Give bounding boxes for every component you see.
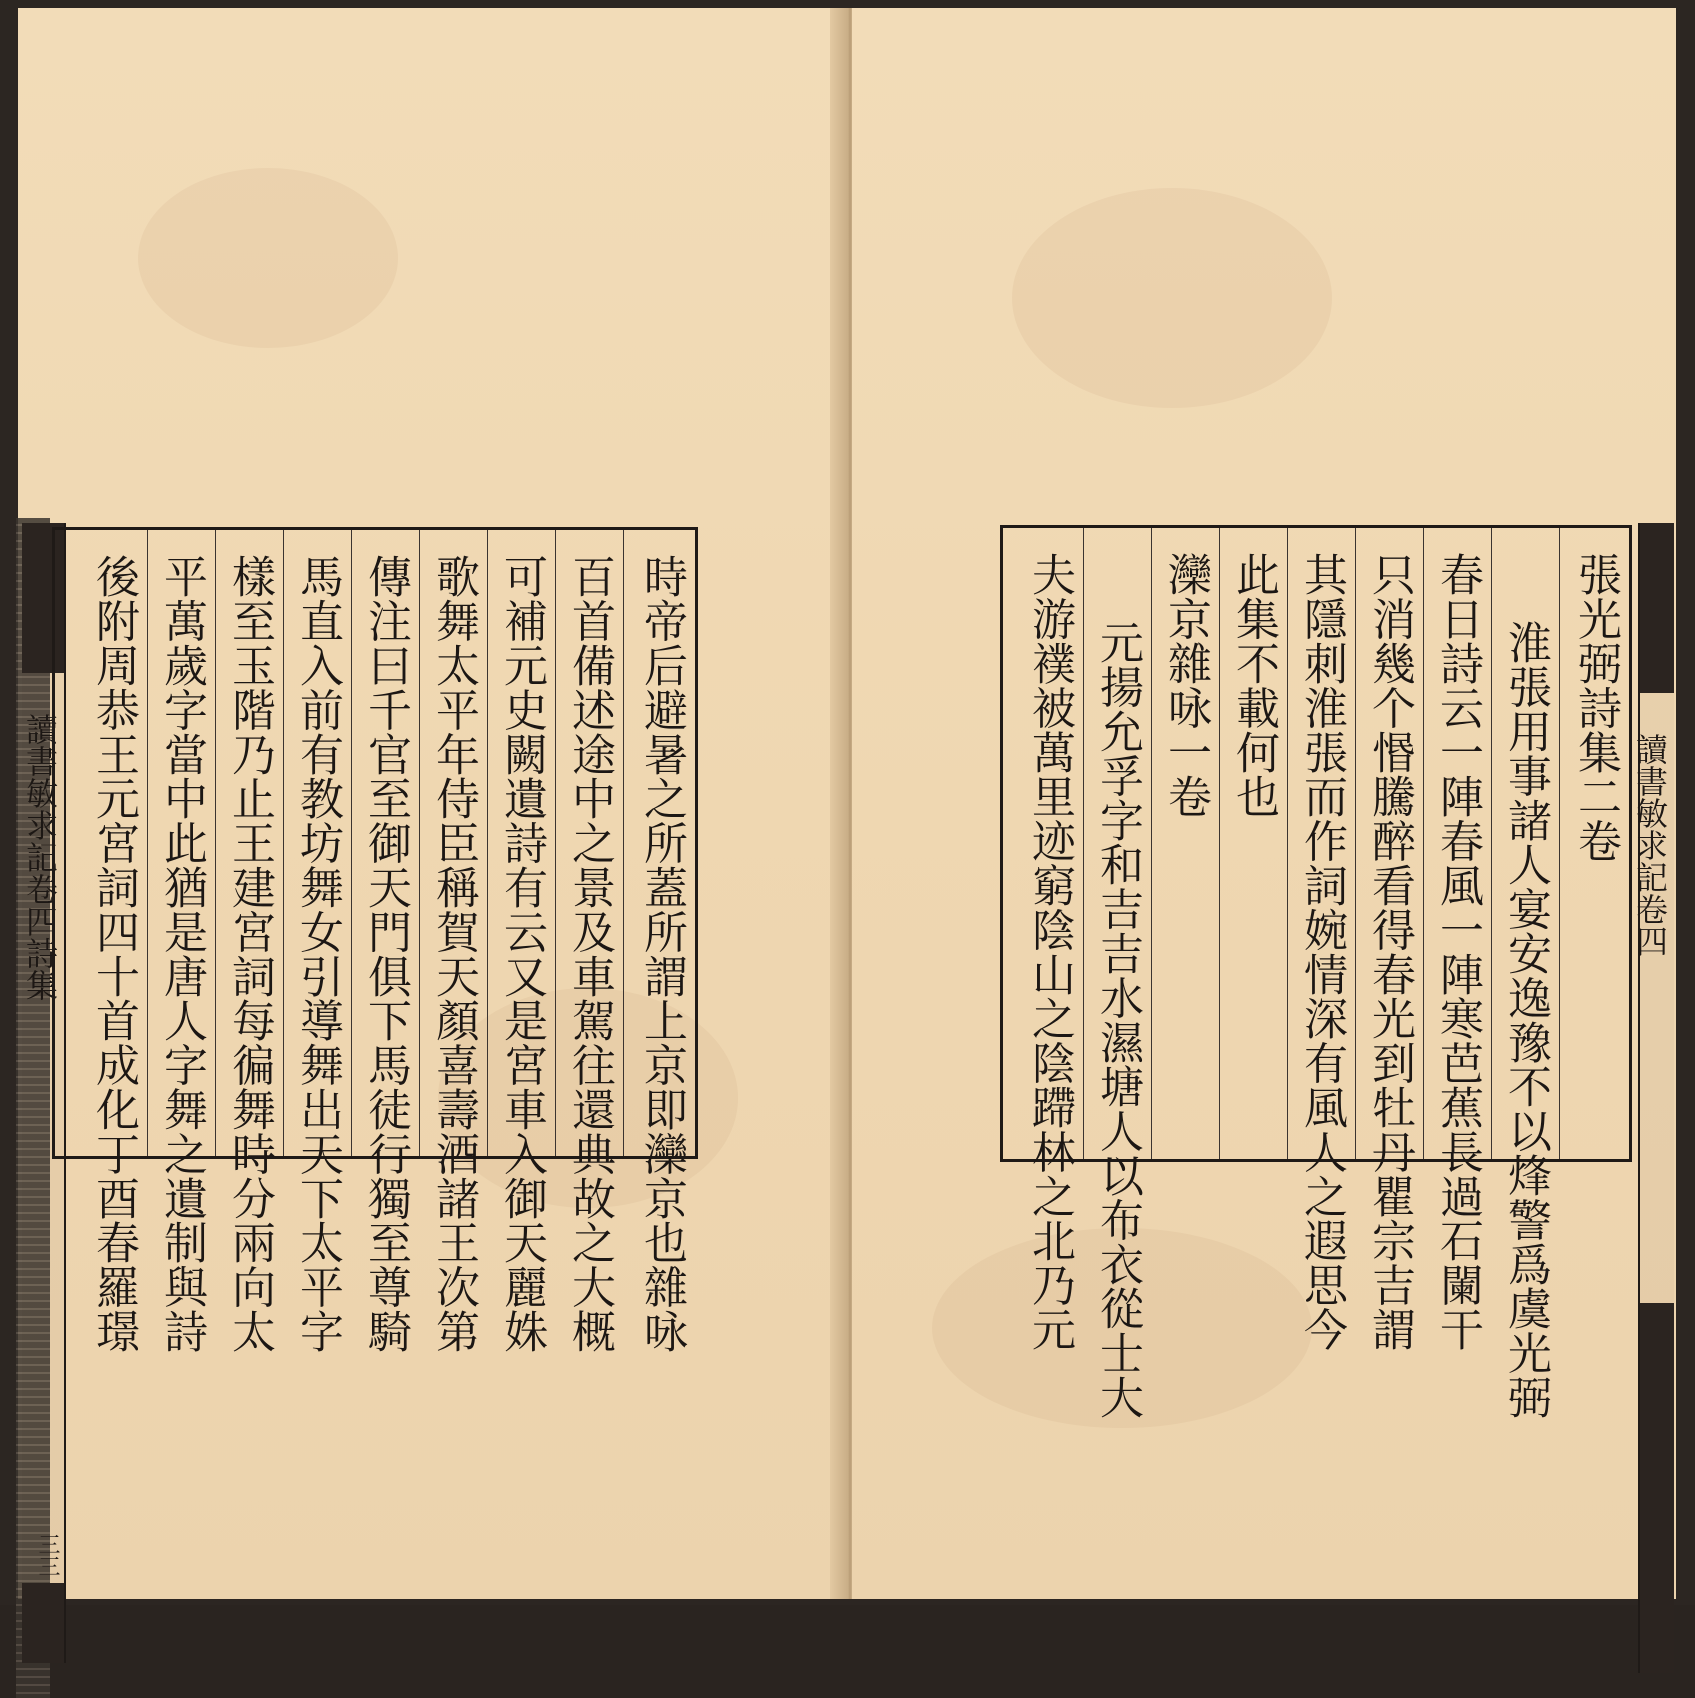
- left-text-frame: [52, 527, 698, 1354]
- text-column: [283, 530, 351, 1354]
- column-text: 樣至玉階乃止王建宮詞每徧舞時分兩向太: [224, 554, 275, 1354]
- column-text: 春日詩云一陣春風一陣寒芭蕉長過石闌干: [1432, 552, 1483, 1352]
- right-banxin-title: 讀書敏求記卷四: [1631, 733, 1669, 957]
- text-column: [487, 530, 555, 1354]
- text-column: [147, 530, 215, 1354]
- column-text: 後附周恭王元宮詞四十首成化丁酉春羅璟: [88, 554, 139, 1354]
- text-column: [1083, 528, 1151, 1420]
- left-page: [18, 8, 850, 1599]
- column-text: 此集不載何也: [1228, 552, 1279, 819]
- right-banxin: [1631, 523, 1674, 1673]
- text-column: [1491, 528, 1559, 1420]
- paper-stain: [138, 168, 398, 348]
- text-column: [55, 530, 147, 1354]
- column-text: 可補元史闕遺詩有云又是宮車入御天麗姝: [496, 554, 547, 1354]
- right-page: [852, 8, 1676, 1599]
- text-column: [351, 530, 419, 1354]
- text-column: [1219, 528, 1287, 1159]
- column-text: 元揚允孚字和吉吉水濕塘人以布衣從士大: [1092, 620, 1143, 1420]
- text-column: [623, 530, 695, 1354]
- column-text: 只消幾个惽騰醉看得春光到牡丹瞿宗吉謂: [1364, 552, 1415, 1352]
- column-text: 歌舞太平年侍臣稱賀天顏喜壽酒諸王次第: [428, 554, 479, 1354]
- column-text: 傳注曰千官至御天門俱下馬徒行獨至尊騎: [360, 554, 411, 1354]
- text-column: [1423, 528, 1491, 1352]
- text-column: [1559, 528, 1629, 1159]
- column-text: 其隱刺淮張而作詞婉情深有風人之遐思今: [1296, 552, 1347, 1352]
- paper-stain: [1012, 188, 1332, 408]
- text-column: [215, 530, 283, 1354]
- column-text: 馬直入前有教坊舞女引導舞出天下太平字: [292, 554, 343, 1354]
- column-text: 灤京雜咏一卷: [1160, 552, 1211, 819]
- text-column: [1287, 528, 1355, 1352]
- text-column: [1355, 528, 1423, 1352]
- fishtail-top: [1640, 523, 1674, 693]
- text-column: [419, 530, 487, 1354]
- column-text: 平萬歲字當中此猶是唐人字舞之遺制與詩: [156, 554, 207, 1354]
- fishtail-bottom: [1640, 1303, 1674, 1673]
- column-text: 淮張用事諸人宴安逸豫不以烽警爲虞光弼: [1500, 620, 1551, 1420]
- text-column: [1151, 528, 1219, 1159]
- column-text: 夫游襆被萬里迹窮陰山之陰蹛林之北乃元: [1024, 552, 1075, 1352]
- text-column: [1003, 528, 1083, 1352]
- column-text: 時帝后避暑之所蓋所謂上京即灤京也雜咏: [636, 554, 687, 1354]
- column-text: 百首備述途中之景及車駕往還典故之大概: [564, 554, 615, 1354]
- column-text: 張光弼詩集二卷: [1570, 552, 1621, 863]
- text-column: [555, 530, 623, 1354]
- left-banxin-title: 讀書敏求記卷四詩集: [21, 713, 59, 1001]
- left-page-number: 三三: [35, 1533, 60, 1577]
- right-text-frame: [1000, 525, 1632, 1420]
- fishtail-bottom: [22, 1583, 64, 1663]
